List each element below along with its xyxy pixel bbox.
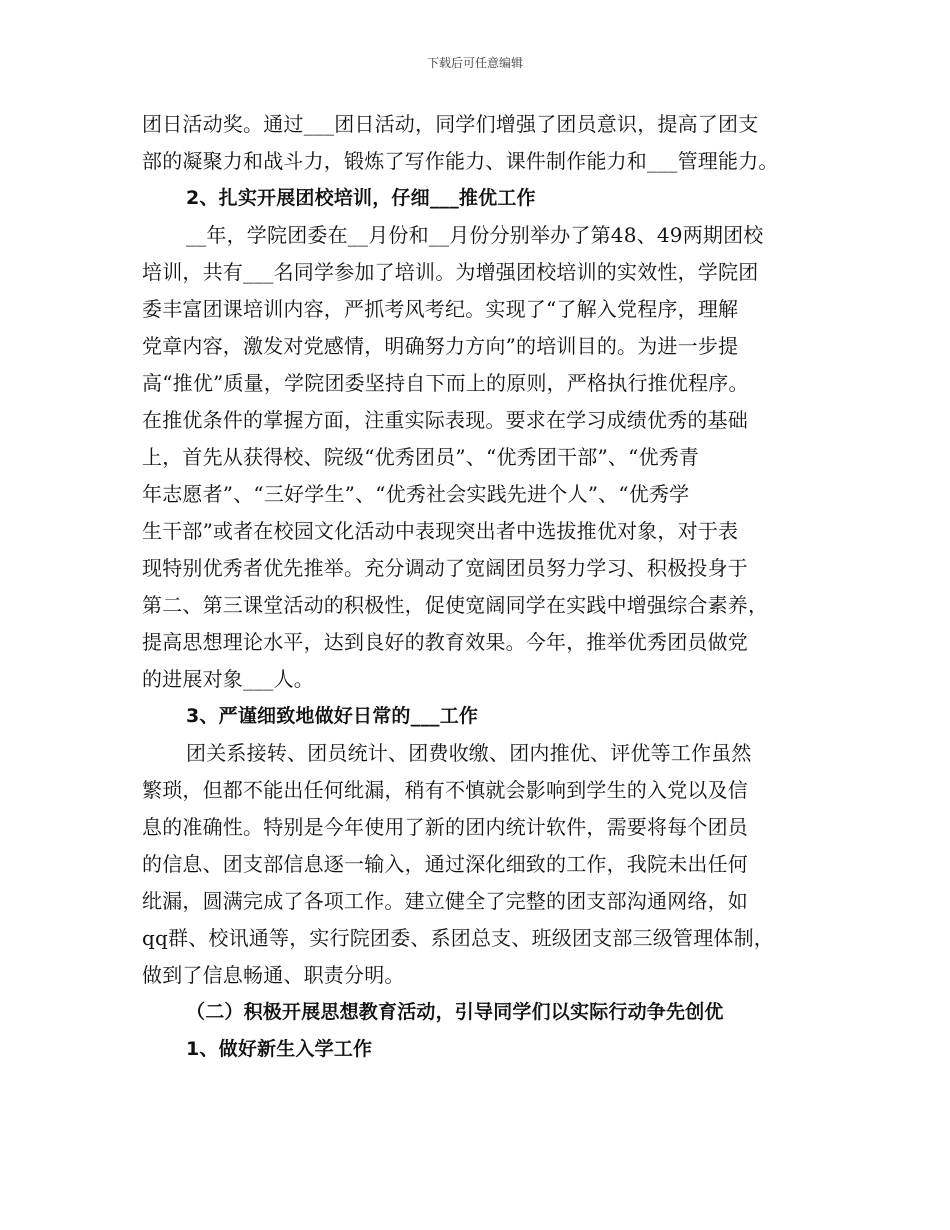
- section-heading: 1、做好新生入学工作: [186, 1038, 373, 1060]
- text-line: 委丰富团课培训内容，严抓考风考纪。实现了“了解入党程序，理解: [142, 297, 739, 321]
- text-line: 年志愿者”、“三好学生”、“优秀社会实践先进个人”、“优秀学: [142, 482, 690, 506]
- text-line: 高“推优”质量，学院团委坚持自下而上的原则，严格执行推优程序。: [142, 371, 749, 395]
- text-line: 部的凝聚力和战斗力，锻炼了写作能力、课件制作能力和___管理能力。: [142, 149, 779, 173]
- text-line: 息的准确性。特别是今年使用了新的团内统计软件，需要将每个团员: [142, 815, 748, 839]
- text-line: 培训，共有___名同学参加了培训。为增强团校培训的实效性，学院团: [142, 260, 759, 284]
- text-line: 生干部”或者在校园文化活动中表现突出者中选拔推优对象，对于表: [142, 519, 739, 543]
- text-line: 纰漏，圆满完成了各项工作。建立健全了完整的团支部沟通网络，如: [142, 889, 748, 913]
- text-line: 的进展对象___人。: [142, 667, 314, 691]
- text-line: 做到了信息畅通、职责分明。: [142, 963, 405, 987]
- section-heading: （二）积极开展思想教育活动，引导同学们以实际行动争先创优: [186, 1001, 724, 1023]
- text-line: 上，首先从获得校、院级“优秀团员”、“优秀团干部”、“优秀青: [142, 445, 700, 469]
- text-line: 现特别优秀者优先推举。充分调动了宽阔团员努力学习、积极投身于: [142, 556, 748, 580]
- text-line: __年，学院团委在__月份和__月份分别举办了第48、49两期团校: [186, 223, 764, 247]
- text-line: 党章内容，激发对党感情，明确努力方向”的培训目的。为进一步提: [142, 334, 739, 358]
- text-line: qq群、校讯通等，实行院团委、系团总支、班级团支部三级管理体制，: [142, 926, 775, 950]
- text-line: 在推优条件的掌握方面，注重实际表现。要求在学习成绩优秀的基础: [142, 408, 748, 432]
- text-line: 的信息、团支部信息逐一输入，通过深化细致的工作，我院未出任何: [142, 852, 748, 876]
- section-heading: 2、扎实开展团校培训，仔细___推优工作: [186, 187, 536, 209]
- text-line: 第二、第三课堂活动的积极性，促使宽阔同学在实践中增强综合素养，: [142, 593, 769, 617]
- text-line: 繁琐，但都不能出任何纰漏，稍有不慎就会影响到学生的入党以及信: [142, 778, 748, 802]
- page-header: 下载后可任意编辑: [426, 56, 523, 70]
- text-line: 团日活动奖。通过___团日活动，同学们增强了团员意识，提高了团支: [142, 112, 759, 136]
- text-line: 团关系接转、团员统计、团费收缴、团内推优、评优等工作虽然: [186, 741, 752, 765]
- document-body: [142, 106, 814, 1068]
- text-line: 提高思想理论水平，达到良好的教育效果。今年，推举优秀团员做党: [142, 630, 748, 654]
- section-heading: 3、严谨细致地做好日常的___工作: [186, 705, 479, 727]
